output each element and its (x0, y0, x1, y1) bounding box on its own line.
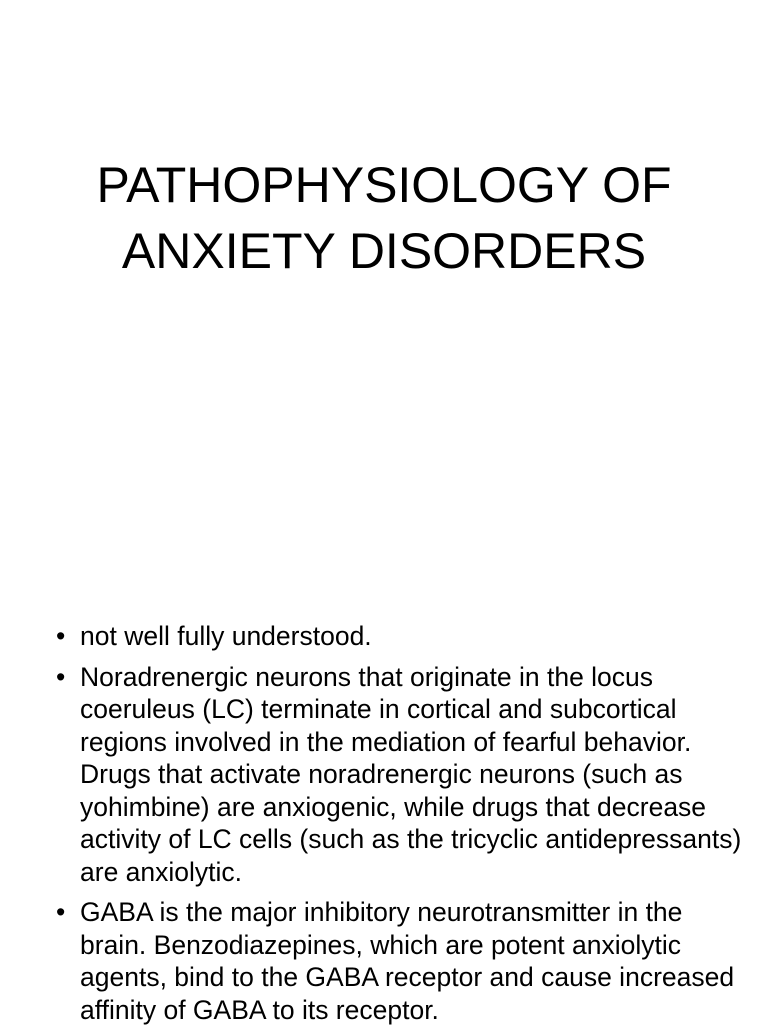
bullet-item (56, 661, 756, 889)
bullet-text: Noradrenergic neurons that originate in the locus coeruleus (LC) terminate in cortical and subcortical regions involved in the mediation of fearful behavior. Drugs that activate noradrenergic neurons (such as yohimbine) are anxiogenic, while drugs that decrease activity of LC cells (such as the tricyclic antidepressants) are anxiolytic. (80, 661, 742, 887)
title-line-2: ANXIETY DISORDERS (121, 223, 647, 279)
bullet-dot-icon: • (56, 897, 66, 927)
bullet-text: not well fully understood. (80, 621, 372, 651)
bullet-list (56, 620, 756, 1034)
title-line-1: PATHOPHYSIOLOGY OF (96, 157, 672, 213)
bullet-text: GABA is the major inhibitory neurotransmitter in the brain. Benzodiazepines, which are potent anxiolytic agents, bind to the GABA receptor and cause increased affinity of GABA to its receptor. (80, 897, 735, 1025)
slide-title (40, 152, 728, 284)
bullet-item (56, 896, 756, 1026)
bullet-item (56, 620, 756, 653)
bullet-dot-icon: • (56, 661, 66, 692)
bullet-dot-icon: • (56, 621, 66, 651)
